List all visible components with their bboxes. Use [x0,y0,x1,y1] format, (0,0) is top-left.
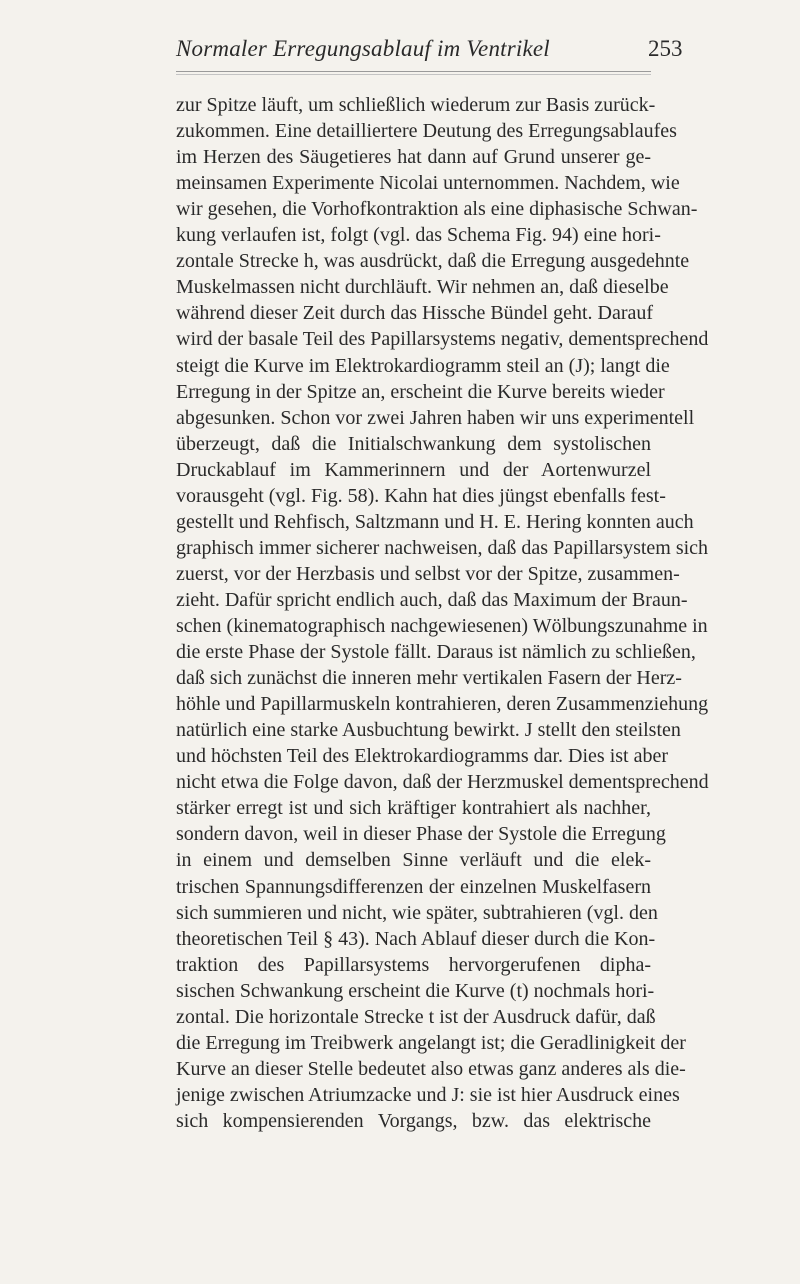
text-line: gestellt und Rehfisch, Saltzmann und H. E. Hering konnten auch [176,510,694,533]
text-line: Kurve an dieser Stelle bedeutet also etwas ganz anderes als die- [176,1057,686,1080]
header-rule [176,71,651,72]
text-line: Muskelmassen nicht durchläuft. Wir nehmen an, daß dieselbe [176,276,669,299]
text-line: nicht etwa die Folge davon, daß der Herzmuskel dementsprechend [176,771,709,794]
text-line: daß sich zunächst die inneren mehr vertikalen Fasern der Herz- [176,667,682,690]
text-line: meinsamen Experimente Nicolai unternommen. Nachdem, wie [176,172,680,195]
text-line: zontale Strecke h, was ausdrückt, daß die Erregung ausgedehnte [176,250,690,273]
text-line: trischen Spannungsdifferenzen der einzelnen Muskelfasern [176,875,651,898]
text-line: wir gesehen, die Vorhofkontraktion als eine diphasische Schwan- [176,198,698,221]
text-line: zontal. Die horizontale Strecke t ist der Ausdruck dafür, daß [176,1005,656,1028]
text-line: während dieser Zeit durch das Hissche Bündel geht. Darauf [176,302,654,325]
text-line: zuerst, vor der Herzbasis und selbst vor der Spitze, zusammen- [176,562,680,585]
text-line: die erste Phase der Systole fällt. Daraus ist nämlich zu schließen, [176,641,696,664]
text-line: überzeugt, daß die Initialschwankung dem systolischen [176,432,651,455]
text-line: sondern davon, weil in dieser Phase der Systole die Erregung [176,823,666,846]
text-line: und höchsten Teil des Elektrokardiogramms dar. Dies ist aber [176,745,669,768]
text-line: Erregung in der Spitze an, erscheint die Kurve bereits wieder [176,380,665,403]
text-line: im Herzen des Säugetieres hat dann auf Grund unserer ge- [176,146,651,169]
text-line: schen (kinematographisch nachgewiesenen) Wölbungszunahme in [176,615,708,637]
text-line: abgesunken. Schon vor zwei Jahren haben wir uns experimentell [176,406,695,429]
running-head [176,36,800,70]
text-line: natürlich eine starke Ausbuchtung bewirkt. J stellt den steilsten [176,719,681,742]
text-line: die Erregung im Treibwerk angelangt ist; die Geradlinigkeit der [176,1031,686,1054]
text-line: sich kompensierenden Vorgangs, bzw. das elektrische [176,1109,651,1132]
text-line: traktion des Papillarsystems hervorgerufenen dipha- [176,953,651,976]
text-line: vorausgeht (vgl. Fig. 58). Kahn hat dies jüngst ebenfalls fest- [176,484,666,507]
header-rule-secondary [176,74,651,75]
text-line: sich summieren und nicht, wie später, subtrahieren (vgl. den [176,901,658,924]
text-line: wird der basale Teil des Papillarsystems negativ, dementsprechend [176,328,709,351]
text-line: theoretischen Teil § 43). Nach Ablauf dieser durch die Kon- [176,927,656,950]
page-number: 253 [648,36,683,61]
text-line: graphisch immer sicherer nachweisen, daß das Papillarsystem sich [176,536,709,559]
text-line: in einem und demselben Sinne verläuft und die elek- [176,849,651,872]
text-line: steigt die Kurve im Elektrokardiogramm steil an (J); langt die [176,354,670,377]
text-line: zur Spitze läuft, um schließlich wiederum zur Basis zurück- [176,94,656,116]
text-line: kung verlaufen ist, folgt (vgl. das Schema Fig. 94) eine hori- [176,224,661,247]
text-line: stärker erregt ist und sich kräftiger kontrahiert als nachher, [176,797,651,820]
text-line: Druckablauf im Kammerinnern und der Aortenwurzel [176,458,651,481]
text-line: zukommen. Eine detailliertere Deutung des Erregungsablaufes [176,120,677,143]
text-line: jenige zwischen Atriumzacke und J: sie ist hier Ausdruck eines [176,1083,680,1106]
text-line: sischen Schwankung erscheint die Kurve (t) nochmals hori- [176,979,655,1002]
running-title: Normaler Erregungsablauf im Ventrikel [176,36,550,61]
text-line: zieht. Dafür spricht endlich auch, daß das Maximum der Braun- [176,588,688,611]
text-line: höhle und Papillarmuskeln kontrahieren, deren Zusammenziehung [176,693,709,716]
